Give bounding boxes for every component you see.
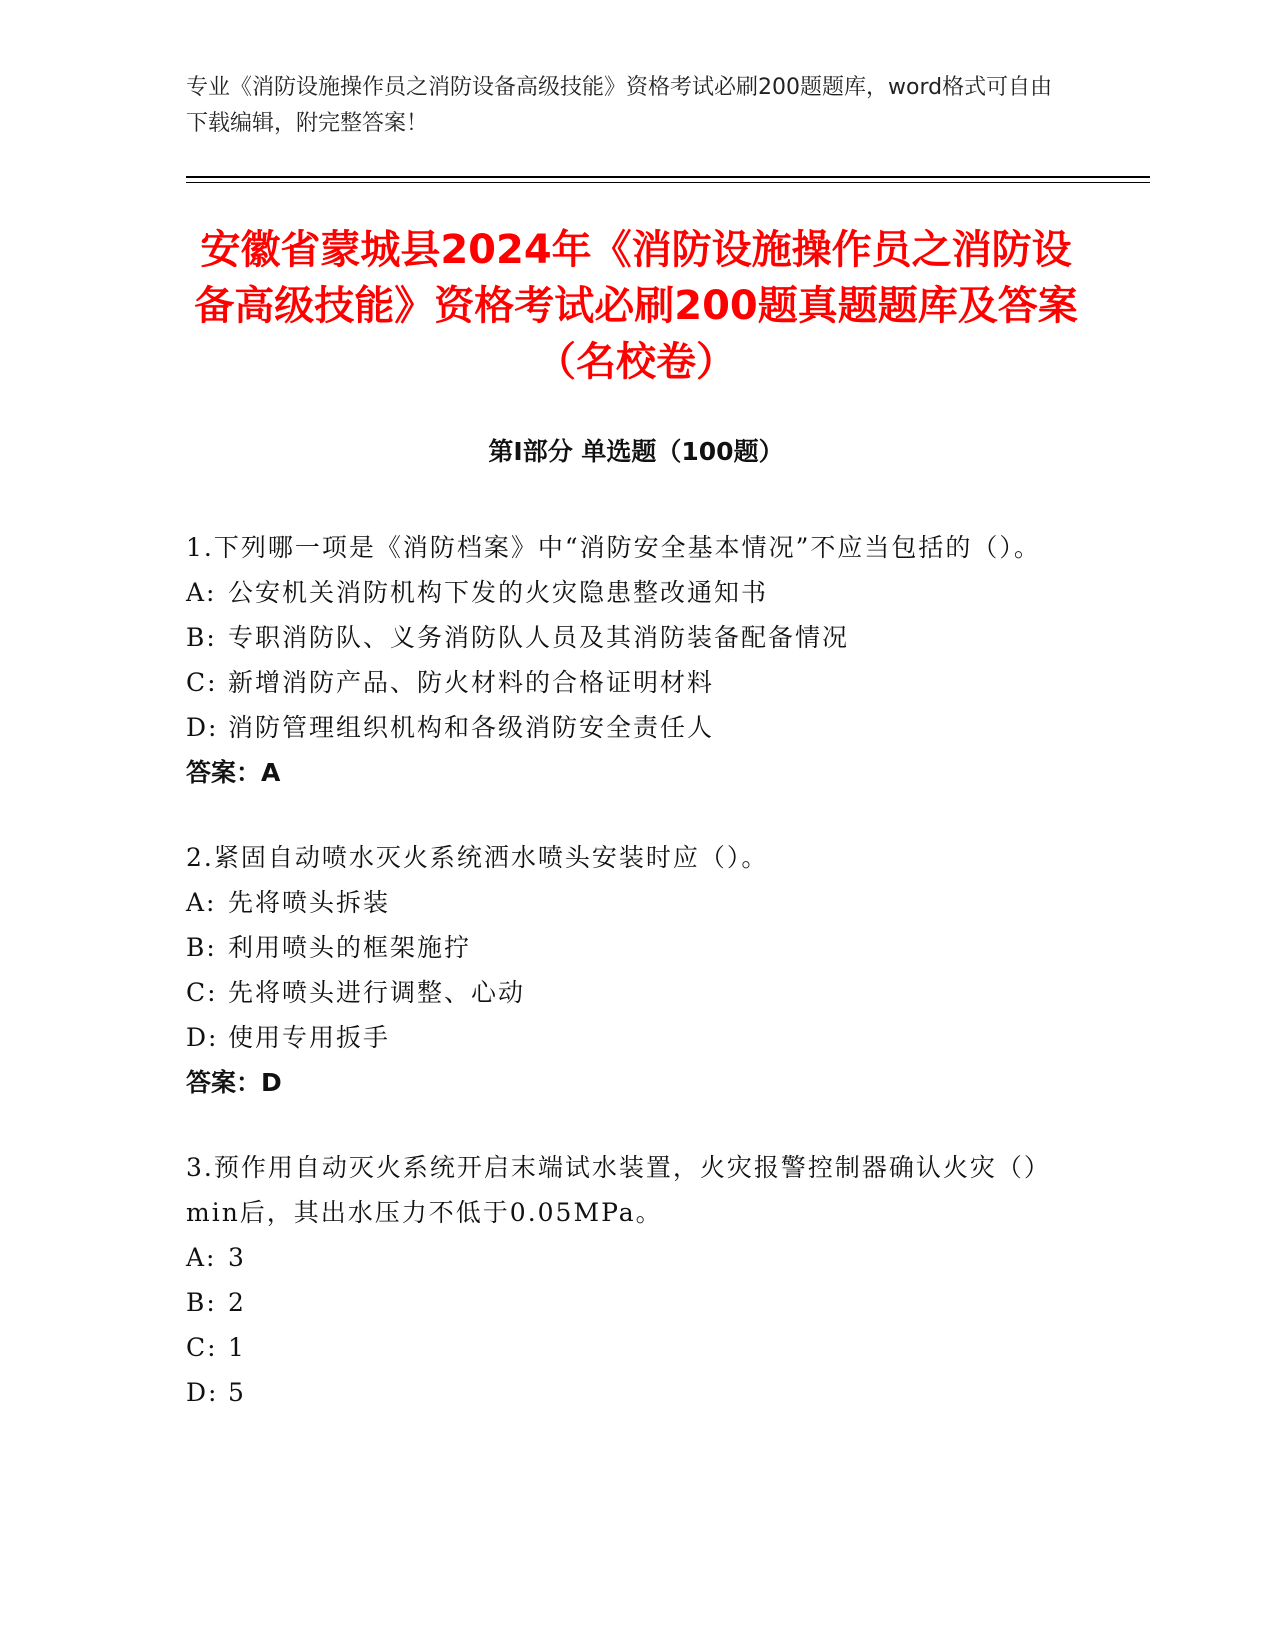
- header-divider-thick: [186, 176, 1150, 178]
- option-letter: D:: [186, 713, 219, 742]
- option-text: 消防管理组织机构和各级消防安全责任人: [228, 713, 715, 742]
- question-text: 3.预作用自动灭火系统开启末端试水装置，火灾报警控制器确认火灾（）min后，其出水压力不低于0.05MPa。: [186, 1153, 1051, 1227]
- option-letter: B:: [186, 933, 217, 962]
- option-letter: A:: [186, 1243, 217, 1272]
- option-text: 5: [228, 1378, 246, 1407]
- option-d: [186, 1015, 1086, 1060]
- option-letter: B:: [186, 623, 217, 652]
- option-d: [186, 1370, 1086, 1415]
- section-heading: 第Ⅰ部分 单选题（100题）: [488, 437, 784, 466]
- document-title: 安徽省蒙城县2024年《消防设施操作员之消防设备高级技能》资格考试必刷200题真题题库及答案（名校卷）: [194, 227, 1078, 385]
- header-note: 专业《消防设施操作员之消防设备高级技能》资格考试必刷200题题库，word格式可自由下载编辑，附完整答案！: [186, 75, 1053, 136]
- question-1: [186, 525, 1086, 795]
- option-text: 专职消防队、义务消防队人员及其消防装备配备情况: [228, 623, 850, 652]
- option-text: 利用喷头的框架施拧: [228, 933, 472, 962]
- option-text: 新增消防产品、防火材料的合格证明材料: [228, 668, 715, 697]
- option-c: [186, 660, 1086, 705]
- option-text: 1: [228, 1333, 246, 1362]
- option-c: [186, 1325, 1086, 1370]
- answer-line: 答案：A: [186, 758, 281, 787]
- question-text: 1.下列哪一项是《消防档案》中“消防安全基本情况”不应当包括的（）。: [186, 533, 1041, 562]
- question-list: [186, 525, 1086, 1455]
- option-letter: A:: [186, 888, 217, 917]
- option-letter: D:: [186, 1378, 219, 1407]
- option-letter: C:: [186, 978, 218, 1007]
- option-text: 2: [228, 1288, 246, 1317]
- option-b: [186, 1280, 1086, 1325]
- option-a: [186, 1235, 1086, 1280]
- option-a: [186, 570, 1086, 615]
- option-d: [186, 705, 1086, 750]
- option-letter: A:: [186, 578, 217, 607]
- header-divider-thin: [186, 182, 1150, 183]
- option-a: [186, 880, 1086, 925]
- answer-line: 答案：D: [186, 1068, 282, 1097]
- option-text: 3: [228, 1243, 246, 1272]
- option-c: [186, 970, 1086, 1015]
- option-letter: D:: [186, 1023, 219, 1052]
- option-letter: B:: [186, 1288, 217, 1317]
- option-letter: C:: [186, 1333, 218, 1362]
- option-text: 公安机关消防机构下发的火灾隐患整改通知书: [228, 578, 769, 607]
- option-text: 先将喷头拆装: [228, 888, 391, 917]
- option-b: [186, 615, 1086, 660]
- question-2: [186, 835, 1086, 1105]
- option-letter: C:: [186, 668, 218, 697]
- option-text: 使用专用扳手: [228, 1023, 391, 1052]
- question-text: 2.紧固自动喷水灭火系统洒水喷头安装时应（）。: [186, 843, 769, 872]
- option-b: [186, 925, 1086, 970]
- question-3: [186, 1145, 1086, 1415]
- option-text: 先将喷头进行调整、心动: [228, 978, 526, 1007]
